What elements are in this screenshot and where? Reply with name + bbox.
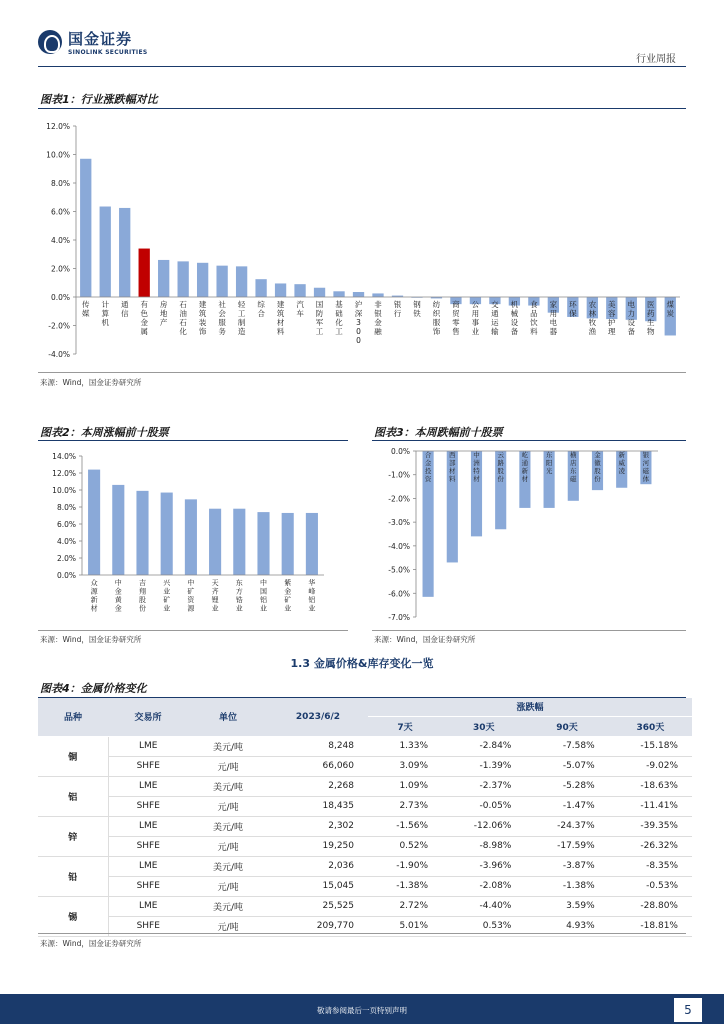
th-30d: 30天 — [442, 716, 525, 736]
table-cell: 1.09% — [368, 776, 442, 796]
bar — [80, 159, 91, 297]
fig3-rule — [372, 440, 686, 441]
table-cell: -3.96% — [442, 856, 525, 876]
category-label: 银行 — [393, 300, 402, 318]
category-label: 医药生物 — [647, 300, 655, 336]
bar — [294, 284, 305, 297]
category-label: 传媒 — [81, 300, 90, 318]
y-tick-label: 6.0% — [56, 520, 76, 529]
category-label: 东方锆业 — [235, 579, 243, 613]
category-label: 美容护理 — [608, 300, 616, 336]
table-cell: -15.18% — [609, 736, 692, 756]
y-tick-label: 2.0% — [56, 554, 76, 563]
bar — [216, 266, 227, 297]
table-cell: 元/吨 — [188, 836, 268, 856]
table-cell: -1.39% — [442, 756, 525, 776]
y-tick-label: 0.0% — [50, 293, 70, 302]
category-label: 钢铁 — [413, 300, 421, 318]
report-type: 行业周报 — [636, 54, 676, 65]
table-cell: SHFE — [108, 916, 188, 936]
table-cell: -7.58% — [525, 736, 608, 756]
table-cell: SHFE — [108, 876, 188, 896]
table-cell: LME — [108, 856, 188, 876]
y-tick-label: 10.0% — [52, 486, 76, 495]
table-cell: 5.01% — [368, 916, 442, 936]
y-tick-label: 0.0% — [56, 571, 76, 580]
y-tick-label: 14.0% — [52, 452, 76, 461]
category-label: 中国铝业 — [260, 579, 267, 613]
fig1-title: 图表1：行业涨跌幅对比 — [40, 93, 158, 106]
table-cell: -1.56% — [368, 816, 442, 836]
table-cell: 209,770 — [268, 916, 368, 936]
table-cell: LME — [108, 816, 188, 836]
bar — [255, 279, 266, 297]
fig2-rule — [38, 440, 348, 441]
category-label: 天齐锂业 — [211, 579, 219, 613]
table-cell: 2,036 — [268, 856, 368, 876]
metal-price-table — [38, 698, 692, 937]
category-label: 众源新材 — [90, 579, 98, 613]
table-cell: 元/吨 — [188, 876, 268, 896]
table-cell: -5.28% — [525, 776, 608, 796]
category-label: 食品饮料 — [530, 300, 538, 336]
category-label: 电力设备 — [627, 300, 636, 336]
category-label: 东阳光 — [545, 451, 553, 475]
fig2-src-rule — [38, 630, 348, 631]
y-tick-label: 8.0% — [50, 179, 70, 188]
bar — [88, 470, 100, 575]
table-cell: -2.84% — [442, 736, 525, 756]
table-cell: -18.63% — [609, 776, 692, 796]
category-label: 通信 — [120, 300, 129, 318]
fig1-source: 来源：Wind，国金证券研究所 — [40, 378, 142, 387]
table-cell: -2.37% — [442, 776, 525, 796]
category-label: 综合 — [257, 300, 265, 318]
y-tick-label: -3.0% — [388, 518, 410, 528]
y-tick-label: 12.0% — [46, 122, 70, 131]
fig2-title: 图表2：本周涨幅前十股票 — [40, 426, 169, 439]
table-cell: -24.37% — [525, 816, 608, 836]
bar — [158, 260, 169, 297]
fig1-src-rule — [38, 372, 686, 373]
bar — [136, 491, 148, 575]
category-label: 基础化工 — [335, 300, 343, 336]
table-cell: 25,525 — [268, 896, 368, 916]
category-label: 房地产 — [159, 300, 168, 327]
bar — [178, 261, 189, 297]
th-variety: 品种 — [38, 698, 108, 736]
table-cell: -18.81% — [609, 916, 692, 936]
fig3-title: 图表3：本周跌幅前十股票 — [374, 426, 503, 439]
table-cell: 元/吨 — [188, 796, 268, 816]
table-cell: LME — [108, 896, 188, 916]
header-divider — [38, 66, 686, 67]
bar — [314, 288, 325, 297]
fig2-chart — [38, 446, 338, 626]
table-cell: 0.53% — [442, 916, 525, 936]
category-label: 吉翔股份 — [139, 579, 146, 613]
th-change: 涨跌幅 — [368, 698, 692, 716]
table-body — [38, 736, 692, 936]
fig3-src-rule — [372, 630, 686, 631]
table-cell: 2,302 — [268, 816, 368, 836]
y-tick-label: -1.0% — [388, 470, 410, 480]
table-cell: 2,268 — [268, 776, 368, 796]
y-tick-label: 12.0% — [52, 469, 76, 478]
table-cell: 2.72% — [368, 896, 442, 916]
bar — [275, 283, 286, 297]
y-tick-label: 8.0% — [56, 503, 76, 512]
logo-en: SINOLINK SECURITIES — [68, 49, 148, 56]
table-row — [38, 836, 692, 856]
category-label: 轻工制造 — [237, 300, 246, 336]
category-label: 计算机 — [101, 300, 109, 327]
table-cell: 19,250 — [268, 836, 368, 856]
table-row — [38, 796, 692, 816]
table-cell: -0.53% — [609, 876, 692, 896]
bar — [185, 499, 197, 575]
section-title: 1.3 金属价格&库存变化一览 — [290, 657, 434, 670]
table-row — [38, 756, 692, 776]
bar — [197, 263, 208, 297]
category-label: 社会服务 — [218, 300, 226, 336]
table-cell: 8,248 — [268, 736, 368, 756]
category-label: 金徽股份 — [594, 451, 601, 483]
table-cell: 4.93% — [525, 916, 608, 936]
y-tick-label: 0.0% — [390, 447, 410, 456]
table-cell: 66,060 — [268, 756, 368, 776]
logo-icon — [38, 30, 62, 54]
table-cell: -1.38% — [368, 876, 442, 896]
table-row — [38, 896, 692, 916]
metal-name: 锡 — [38, 896, 108, 936]
category-label: 银河磁体 — [642, 451, 650, 483]
category-label: 家用电器 — [549, 300, 558, 336]
table-cell: SHFE — [108, 836, 188, 856]
bar — [139, 249, 150, 297]
bar — [306, 513, 318, 575]
fig2-source: 来源：Wind，国金证券研究所 — [40, 635, 142, 644]
bar — [353, 292, 364, 297]
category-label: 横店东磁 — [570, 451, 577, 483]
fig3-chart — [372, 446, 672, 626]
table-cell: -8.35% — [609, 856, 692, 876]
th-unit: 单位 — [188, 698, 268, 736]
y-tick-label: -2.0% — [48, 321, 70, 331]
category-label: 机械设备 — [510, 300, 519, 336]
table-cell: -39.35% — [609, 816, 692, 836]
category-label: 西部材料 — [449, 451, 456, 483]
bar — [161, 493, 173, 575]
table-cell: -17.59% — [525, 836, 608, 856]
table-cell: 美元/吨 — [188, 816, 268, 836]
category-label: 国防军工 — [315, 300, 324, 336]
table-cell: -1.90% — [368, 856, 442, 876]
y-tick-label: 6.0% — [50, 207, 70, 217]
category-label: 中洲特材 — [473, 451, 480, 483]
table-cell: -5.07% — [525, 756, 608, 776]
category-label: 煤炭 — [666, 300, 675, 318]
table-cell: 美元/吨 — [188, 896, 268, 916]
category-label: 中矿资源 — [187, 579, 195, 613]
metal-name: 铅 — [38, 856, 108, 896]
table-cell: 美元/吨 — [188, 776, 268, 796]
table-cell: LME — [108, 736, 188, 756]
category-label: 新威凌 — [618, 451, 625, 475]
category-label: 汽车 — [296, 300, 304, 318]
y-tick-label: 4.0% — [56, 537, 76, 546]
category-label: 合金投资 — [424, 451, 432, 483]
brand-logo — [38, 28, 147, 56]
footer-disclaimer: 敬请参阅最后一页特别声明 — [317, 1006, 407, 1015]
bar — [372, 293, 383, 297]
table-title: 图表4：金属价格变化 — [40, 682, 147, 695]
table-cell: -12.06% — [442, 816, 525, 836]
table-cell: -0.05% — [442, 796, 525, 816]
fig1-rule — [38, 108, 686, 109]
fig3-source: 来源：Wind，国金证券研究所 — [374, 635, 476, 644]
table-cell: 15,045 — [268, 876, 368, 896]
category-label: 兴业矿业 — [163, 579, 171, 613]
metal-name: 铝 — [38, 776, 108, 816]
bar — [119, 208, 130, 297]
table-source: 来源：Wind，国金证券研究所 — [40, 939, 142, 948]
table-cell: -3.87% — [525, 856, 608, 876]
th-7d: 7天 — [368, 716, 442, 736]
table-cell: 美元/吨 — [188, 736, 268, 756]
bar — [233, 509, 245, 575]
th-90d: 90天 — [525, 716, 608, 736]
bar — [236, 266, 247, 297]
category-label: 公用事业 — [471, 300, 480, 336]
y-tick-label: -6.0% — [388, 589, 410, 599]
y-tick-label: -7.0% — [388, 613, 410, 622]
table-row — [38, 736, 692, 756]
page-number: 5 — [674, 998, 702, 1022]
category-label: 建筑装饰 — [198, 300, 207, 336]
bar — [100, 207, 111, 297]
table-row — [38, 876, 692, 896]
table-cell: LME — [108, 776, 188, 796]
category-label: 石油石化 — [179, 300, 187, 336]
bar — [282, 513, 294, 575]
table-cell: 3.09% — [368, 756, 442, 776]
table-cell: 3.59% — [525, 896, 608, 916]
y-tick-label: -5.0% — [388, 565, 410, 575]
table-cell: -28.80% — [609, 896, 692, 916]
table-cell: -9.02% — [609, 756, 692, 776]
category-label: 沪深 3 0 0 — [354, 300, 363, 345]
category-label: 建筑材料 — [276, 300, 285, 336]
category-label: 华峰铝业 — [308, 579, 316, 613]
y-tick-label: -4.0% — [388, 541, 410, 551]
th-date: 2023/6/2 — [268, 698, 368, 736]
table-cell: 美元/吨 — [188, 856, 268, 876]
y-tick-label: 2.0% — [50, 264, 70, 274]
th-360d: 360天 — [609, 716, 692, 736]
bar — [209, 509, 221, 575]
y-tick-label: 4.0% — [50, 236, 70, 245]
table-cell: -8.98% — [442, 836, 525, 856]
bar — [112, 485, 124, 575]
table-row — [38, 816, 692, 836]
category-label: 云路股份 — [497, 451, 504, 483]
th-exchange: 交易所 — [108, 698, 188, 736]
table-cell: 2.73% — [368, 796, 442, 816]
table-cell: 0.52% — [368, 836, 442, 856]
metal-name: 铜 — [38, 736, 108, 776]
category-label: 中金黄金 — [114, 579, 122, 613]
fig1-chart — [38, 112, 686, 362]
table-row — [38, 856, 692, 876]
table-cell: -11.41% — [609, 796, 692, 816]
category-label: 非银金融 — [374, 300, 382, 336]
table-cell: -2.08% — [442, 876, 525, 896]
y-tick-label: 10.0% — [46, 150, 70, 160]
category-label: 农林牧渔 — [588, 300, 597, 336]
category-label: 商贸零售 — [452, 300, 460, 336]
bar — [257, 512, 269, 575]
category-label: 纺织服饰 — [432, 300, 441, 336]
category-label: 紫金矿业 — [284, 579, 292, 613]
category-label: 环保 — [569, 300, 577, 318]
table-row — [38, 776, 692, 796]
y-tick-label: -2.0% — [388, 494, 410, 504]
category-label: 屹通新材 — [521, 451, 529, 483]
table-cell: -1.38% — [525, 876, 608, 896]
table-cell: -1.47% — [525, 796, 608, 816]
table-cell: SHFE — [108, 756, 188, 776]
bar — [333, 291, 344, 297]
category-label: 有色金属 — [140, 300, 148, 336]
table-cell: -26.32% — [609, 836, 692, 856]
table-cell: 1.33% — [368, 736, 442, 756]
table-cell: 18,435 — [268, 796, 368, 816]
table-cell: 元/吨 — [188, 756, 268, 776]
metal-name: 锌 — [38, 816, 108, 856]
table-cell: SHFE — [108, 796, 188, 816]
table-cell: -4.40% — [442, 896, 525, 916]
table-cell: 元/吨 — [188, 916, 268, 936]
y-tick-label: -4.0% — [48, 350, 70, 359]
logo-cn: 国金证券 — [68, 30, 133, 48]
category-label: 交通运输 — [491, 300, 499, 336]
table-src-rule — [38, 933, 686, 934]
